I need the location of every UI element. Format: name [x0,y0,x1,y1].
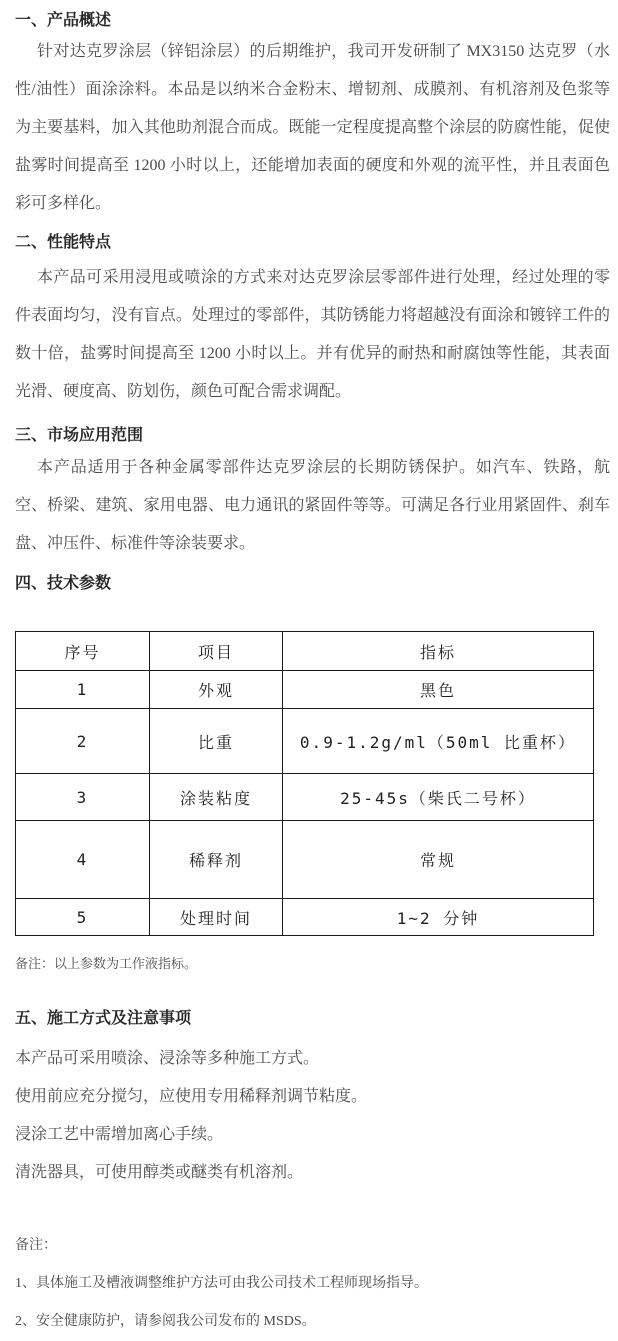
section-heading-technical-parameters: 四、技术参数 [15,575,112,592]
table-cell: 1~2 分钟 [283,899,594,936]
table-cell: 涂装粘度 [150,774,283,821]
table-cell: 1 [16,671,150,709]
table-row [16,709,594,774]
table-row [16,821,594,899]
remark-item: 2、安全健康防护，请参阅我公司发布的 MSDS。 [15,1314,316,1329]
application-method-line: 使用前应充分搅匀，应使用专用稀释剂调节粘度。 [15,1088,368,1105]
table-cell: 4 [16,821,150,899]
table-cell: 外观 [150,671,283,709]
section-heading-performance-features: 二、性能特点 [15,234,112,251]
table-cell: 比重 [150,709,283,774]
section-heading-application-method: 五、施工方式及注意事项 [15,1010,192,1027]
table-row [16,774,594,821]
paragraph-market-application: 本产品适用于各种金属零部件达克罗涂层的长期防锈保护。如汽车、铁路，航空、桥梁、建筑、家用电器、电力通讯的紧固件等等。可满足各行业用紧固件、刹车盘、冲压件、标准件等涂装要求。 [15,459,610,552]
table-cell: 5 [16,899,150,936]
table-header-cell-item: 项目 [150,632,283,671]
remark-item: 1、具体施工及槽液调整维护方法可由我公司技术工程师现场指导。 [15,1276,428,1291]
table-cell: 2 [16,709,150,774]
table-header-cell-index: 序号 [16,632,150,671]
application-method-line: 本产品可采用喷涂、浸涂等多种施工方式。 [15,1050,320,1067]
application-method-line: 清洗器具，可使用醇类或醚类有机溶剂。 [15,1164,304,1181]
table-cell: 黑色 [283,671,594,709]
document-body [0,10,618,1341]
table-cell: 0.9-1.2g/ml（50ml 比重杯） [283,709,594,774]
table-row [16,671,594,709]
table-header-cell-spec: 指标 [283,632,594,671]
paragraph-performance-features: 本产品可采用浸甩或喷涂的方式来对达克罗涂层零部件进行处理，经过处理的零件表面均匀，没有盲点。处理过的零部件，其防锈能力将超越没有面涂和镀锌工件的数十倍，盐雾时间提高至 1200 小时以上。并有优异的耐热和耐腐蚀等性能，其表面光滑、硬度高、防划伤，颜色可配合需求调配。 [15,269,610,400]
table-cell: 3 [16,774,150,821]
application-method-line: 浸涂工艺中需增加离心手续。 [15,1126,224,1143]
table-header-row [16,632,594,671]
paragraph-product-overview: 针对达克罗涂层（锌铝涂层）的后期维护，我司开发研制了 MX3150 达克罗（水性/油性）面涂涂料。本品是以纳米合金粉末、增韧剂、成膜剂、有机溶剂及色浆等为主要基料，加入其他助剂混合而成。既能一定程度提高整个涂层的防腐性能，促使盐雾时间提高至 1200 小时以上，还能增加表面的硬度和外观的流平性，并且表面色彩可多样化。 [15,43,610,212]
technical-parameters-table [15,631,594,936]
section-heading-product-overview: 一、产品概述 [15,12,112,29]
remarks-label: 备注： [15,1238,57,1253]
table-cell: 常规 [283,821,594,899]
table-cell: 处理时间 [150,899,283,936]
table-cell: 稀释剂 [150,821,283,899]
table-cell: 25-45s（柴氏二号杯） [283,774,594,821]
table-row [16,899,594,936]
section-heading-market-application: 三、市场应用范围 [15,427,144,444]
table-note: 备注：以上参数为工作液指标。 [15,956,198,971]
